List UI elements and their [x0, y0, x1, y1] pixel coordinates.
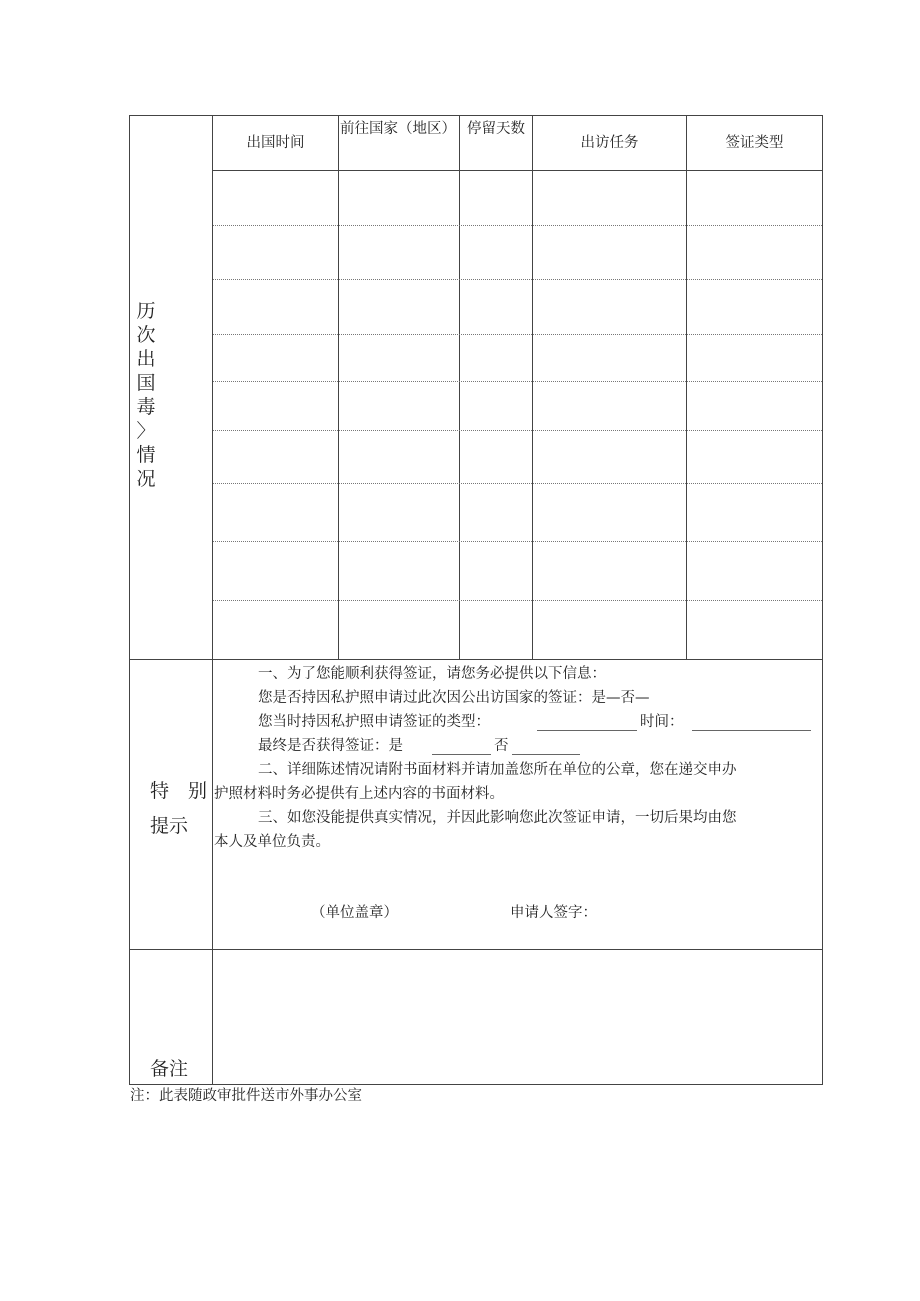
notice-line-6: 护照材料时务必提供有上述内容的书面材料。 — [214, 786, 504, 802]
header-days: 停留天数 — [467, 121, 525, 137]
table-border-right — [822, 115, 823, 1085]
table-border-top — [129, 115, 823, 116]
notice-line-5: 二、详细陈述情况请附书面材料并请加盖您所在单位的公章，您在递交申办 — [258, 762, 737, 778]
notice-line-4-label: 最终是否获得签证：是 — [258, 738, 403, 754]
table-border-left — [129, 115, 130, 1085]
footnote: 注：此表随政审批件送市外事办公室 — [130, 1088, 362, 1104]
history-side-label: 历 次 出 国 毒 〉 情 况 — [136, 300, 156, 490]
obtained-no-blank[interactable] — [512, 754, 580, 755]
header-date: 出国时间 — [246, 135, 305, 151]
history-entry-cells[interactable] — [213, 171, 822, 659]
obtained-yes-blank[interactable] — [432, 754, 491, 755]
notice-line-3-time: 时间： — [640, 714, 684, 730]
notice-line-4-no: 否 — [494, 738, 509, 754]
seal-label: （单位盖章） — [311, 905, 398, 921]
notice-side-label-2: 提示 — [150, 815, 189, 837]
header-country: 前往国家（地区） — [340, 121, 456, 137]
header-visa-type: 签证类型 — [725, 135, 784, 151]
notice-side-label-1: 特 别 — [150, 780, 208, 802]
signature-label: 申请人签字： — [510, 905, 597, 921]
section-divider-history — [129, 659, 823, 660]
remarks-label: 备注 — [150, 1058, 189, 1080]
visa-type-blank[interactable] — [537, 730, 637, 731]
notice-line-3-label: 您当时持因私护照申请签证的类型： — [258, 714, 490, 730]
table-border-bottom — [129, 1084, 823, 1085]
remarks-field[interactable] — [213, 950, 822, 1084]
notice-line-1: 一、为了您能顺利获得签证，请您务必提供以下信息： — [258, 666, 606, 682]
time-blank[interactable] — [692, 730, 811, 731]
header-mission: 出访任务 — [580, 135, 639, 151]
notice-line-8: 本人及单位负责。 — [214, 834, 330, 850]
notice-line-7: 三、如您没能提供真实情况，并因此影响您此次签证申请，一切后果均由您 — [258, 810, 737, 826]
notice-line-2: 您是否持因私护照申请过此次因公出访国家的签证：是—否— — [258, 690, 650, 706]
signature-area[interactable] — [600, 896, 800, 926]
